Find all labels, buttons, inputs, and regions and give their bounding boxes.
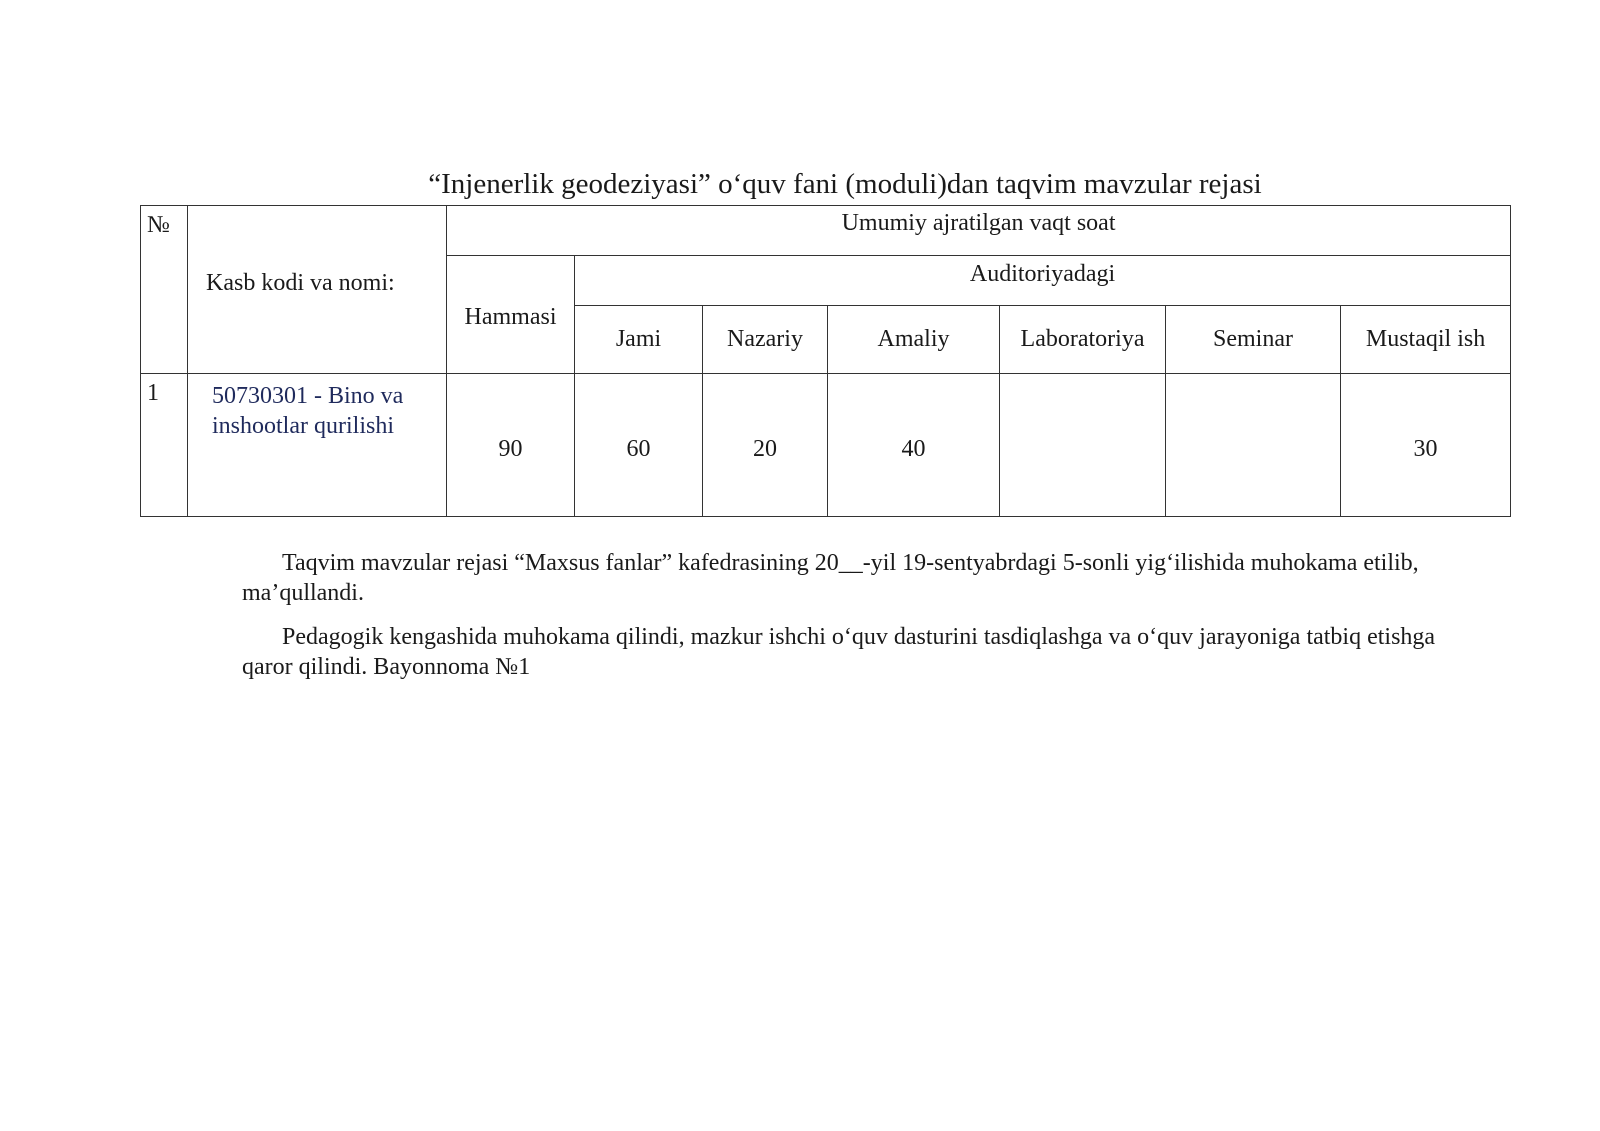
header-practical: Amaliy xyxy=(828,306,1000,374)
header-seminar: Seminar xyxy=(1166,306,1341,374)
paragraph-approval: Taqvim mavzular rejasi “Maxsus fanlar” kafedrasining 20__-yil 19-sentyabrdagi 5-sonli yig‘ilishida muhokama etilib, ma’qullandi. xyxy=(242,550,1419,606)
cell-profession: 50730301 - Bino va inshootlar qurilishi xyxy=(188,374,447,517)
header-number: № xyxy=(141,206,188,374)
header-laboratory: Laboratoriya xyxy=(1000,306,1166,374)
paragraph-council: Pedagogik kengashida muhokama qilindi, mazkur ishchi o‘quv dasturini tasdiqlashga va o‘quv jarayoniga tatbiq etishga qaror qilindi. Bayonnoma №1 xyxy=(242,624,1436,680)
cell-number: 1 xyxy=(141,374,188,517)
cell-practical: 40 xyxy=(828,374,1000,517)
header-all: Hammasi xyxy=(447,256,575,374)
cell-all: 90 xyxy=(447,374,575,517)
header-profession: Kasb kodi va nomi: xyxy=(188,206,447,374)
header-auditorium: Auditoriyadagi xyxy=(575,256,1511,306)
cell-laboratory xyxy=(1000,374,1166,517)
document-title: “Injenerlik geodeziyasi” o‘quv fani (moduli)dan taqvim mavzular rejasi xyxy=(428,168,1262,200)
header-total: Jami xyxy=(575,306,703,374)
header-independent: Mustaqil ish xyxy=(1341,306,1511,374)
cell-theory: 20 xyxy=(703,374,828,517)
header-row-1 xyxy=(141,206,1511,256)
cell-independent: 30 xyxy=(1341,374,1511,517)
header-total-time: Umumiy ajratilgan vaqt soat xyxy=(447,206,1511,256)
schedule-table xyxy=(140,205,1511,517)
table-row xyxy=(141,374,1511,517)
cell-total: 60 xyxy=(575,374,703,517)
header-theory: Nazariy xyxy=(703,306,828,374)
cell-seminar xyxy=(1166,374,1341,517)
